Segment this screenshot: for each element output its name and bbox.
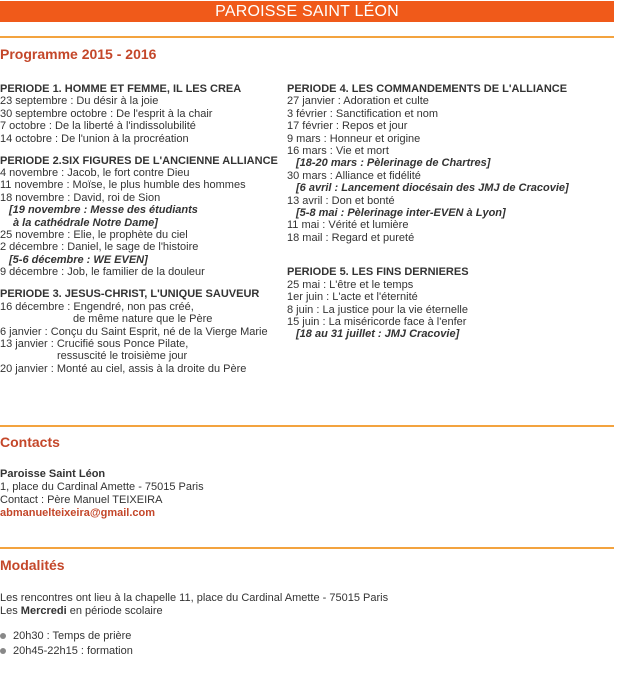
session-entry: 1er juin : L'acte et l'éternité xyxy=(287,291,418,304)
session-entry: 9 décembre : Job, le familier de la douleur xyxy=(0,266,205,279)
session-entry: 4 novembre : Jacob, le fort contre Dieu xyxy=(0,167,190,180)
session-entry: 11 novembre : Moïse, le plus humble des hommes xyxy=(0,179,246,192)
session-entry: 11 mai : Vérité et lumière xyxy=(287,219,409,232)
list-item xyxy=(0,629,133,644)
session-continuation: de même nature que le Père xyxy=(73,313,213,326)
session-entry: 13 avril : Don et bonté xyxy=(287,194,395,207)
session-entry: 6 janvier : Conçu du Saint Esprit, né de la Vierge Marie xyxy=(0,325,268,338)
session-entry: 18 mail : Regard et pureté xyxy=(287,231,415,244)
contact-person: Contact : Père Manuel TEIXEIRA xyxy=(0,494,163,506)
parish-address: 1, place du Cardinal Amette - 75015 Paris xyxy=(0,481,204,493)
event-highlight: [18 au 31 juillet : JMJ Cracovie] xyxy=(296,328,460,341)
session-entry: 23 septembre : Du désir à la joie xyxy=(0,95,159,108)
modalites-schedule xyxy=(0,605,388,618)
period-title: PERIODE 3. JESUS-CHRIST, L'UNIQUE SAUVEUR xyxy=(0,288,260,301)
period-title: PERIODE 5. LES FINS DERNIERES xyxy=(287,266,469,279)
session-entry: 13 janvier : Crucifié sous Ponce Pilate, xyxy=(0,337,189,350)
session-entry: 2 décembre : Daniel, le sage de l'histoire xyxy=(0,241,199,254)
event-highlight: [5-6 décembre : WE EVEN] xyxy=(9,253,148,266)
timing-list xyxy=(0,629,133,659)
session-entry: 17 février : Repos et jour xyxy=(287,120,408,133)
session-entry: 20 janvier : Monté au ciel, assis à la droite du Père xyxy=(0,362,247,375)
programme-left-column xyxy=(0,83,280,375)
modalites-location: Les rencontres ont lieu à la chapelle 11, place du Cardinal Amette - 75015 Paris xyxy=(0,592,389,604)
schedule-prefix: Les xyxy=(0,605,21,617)
contacts-heading: Contacts xyxy=(0,434,60,450)
programme-heading: Programme 2015 - 2016 xyxy=(0,46,157,62)
session-entry: 30 mars : Alliance et fidélité xyxy=(287,169,421,182)
modalites-block xyxy=(0,592,388,618)
list-item-label: 20h45-22h15 : formation xyxy=(13,645,133,657)
session-entry: 8 juin : La justice pour la vie éternelle xyxy=(287,303,468,316)
bullet-icon xyxy=(0,648,6,654)
event-highlight: [6 avril : Lancement diocésain des JMJ de Cracovie] xyxy=(296,182,569,195)
session-entry: 7 octobre : De la liberté à l'indissolubilité xyxy=(0,120,196,133)
session-entry: 25 novembre : Elie, le prophète du ciel xyxy=(0,229,188,242)
spacer xyxy=(287,244,617,266)
session-entry: 16 décembre : Engendré, non pas créé, xyxy=(0,300,194,313)
spacer xyxy=(0,279,280,289)
session-entry: 15 juin : La miséricorde face à l'enfer xyxy=(287,315,467,328)
session-entry: 27 janvier : Adoration et culte xyxy=(287,95,429,108)
modalites-heading: Modalités xyxy=(0,557,65,573)
section-divider xyxy=(0,547,614,549)
programme-right-column xyxy=(287,83,617,341)
session-entry: 3 février : Sanctification et nom xyxy=(287,107,439,120)
event-highlight: [19 novembre : Messe des étudiants xyxy=(9,204,198,217)
contact-email-link[interactable]: abmanuelteixeira@gmail.com xyxy=(0,507,156,519)
parish-name: Paroisse Saint Léon xyxy=(0,468,106,480)
bullet-icon xyxy=(0,633,6,639)
session-entry: 14 octobre : De l'union à la procréation xyxy=(0,132,189,145)
session-entry: 9 mars : Honneur et origine xyxy=(287,132,421,145)
list-item-label: 20h30 : Temps de prière xyxy=(13,630,132,642)
session-entry: 25 mai : L'être et le temps xyxy=(287,278,414,291)
list-item xyxy=(0,644,133,659)
period-title: PERIODE 1. HOMME ET FEMME, IL LES CREA xyxy=(0,83,242,95)
session-continuation: ressuscité le troisième jour xyxy=(57,350,188,363)
period-title: PERIODE 4. LES COMMANDEMENTS DE L'ALLIANCE xyxy=(287,83,568,95)
event-highlight: [18-20 mars : Pèlerinage de Chartres] xyxy=(296,157,491,170)
schedule-day: Mercredi xyxy=(20,605,67,617)
event-highlight: à la cathédrale Notre Dame] xyxy=(13,216,158,229)
period-title: PERIODE 2.SIX FIGURES DE L'ANCIENNE ALLIANCE xyxy=(0,154,278,167)
event-highlight: [5-8 mai : Pèlerinage inter-EVEN à Lyon] xyxy=(296,207,506,220)
session-entry: 30 septembre octobre : De l'esprit à la chair xyxy=(0,107,213,120)
schedule-suffix: en période scolaire xyxy=(66,605,163,617)
contacts-block xyxy=(0,468,204,520)
page-banner: PAROISSE SAINT LÉON xyxy=(0,1,614,22)
session-entry: 16 mars : Vie et mort xyxy=(287,145,389,158)
section-divider xyxy=(0,425,614,427)
spacer xyxy=(0,145,280,155)
session-entry: 18 novembre : David, roi de Sion xyxy=(0,191,161,204)
section-divider xyxy=(0,36,614,38)
